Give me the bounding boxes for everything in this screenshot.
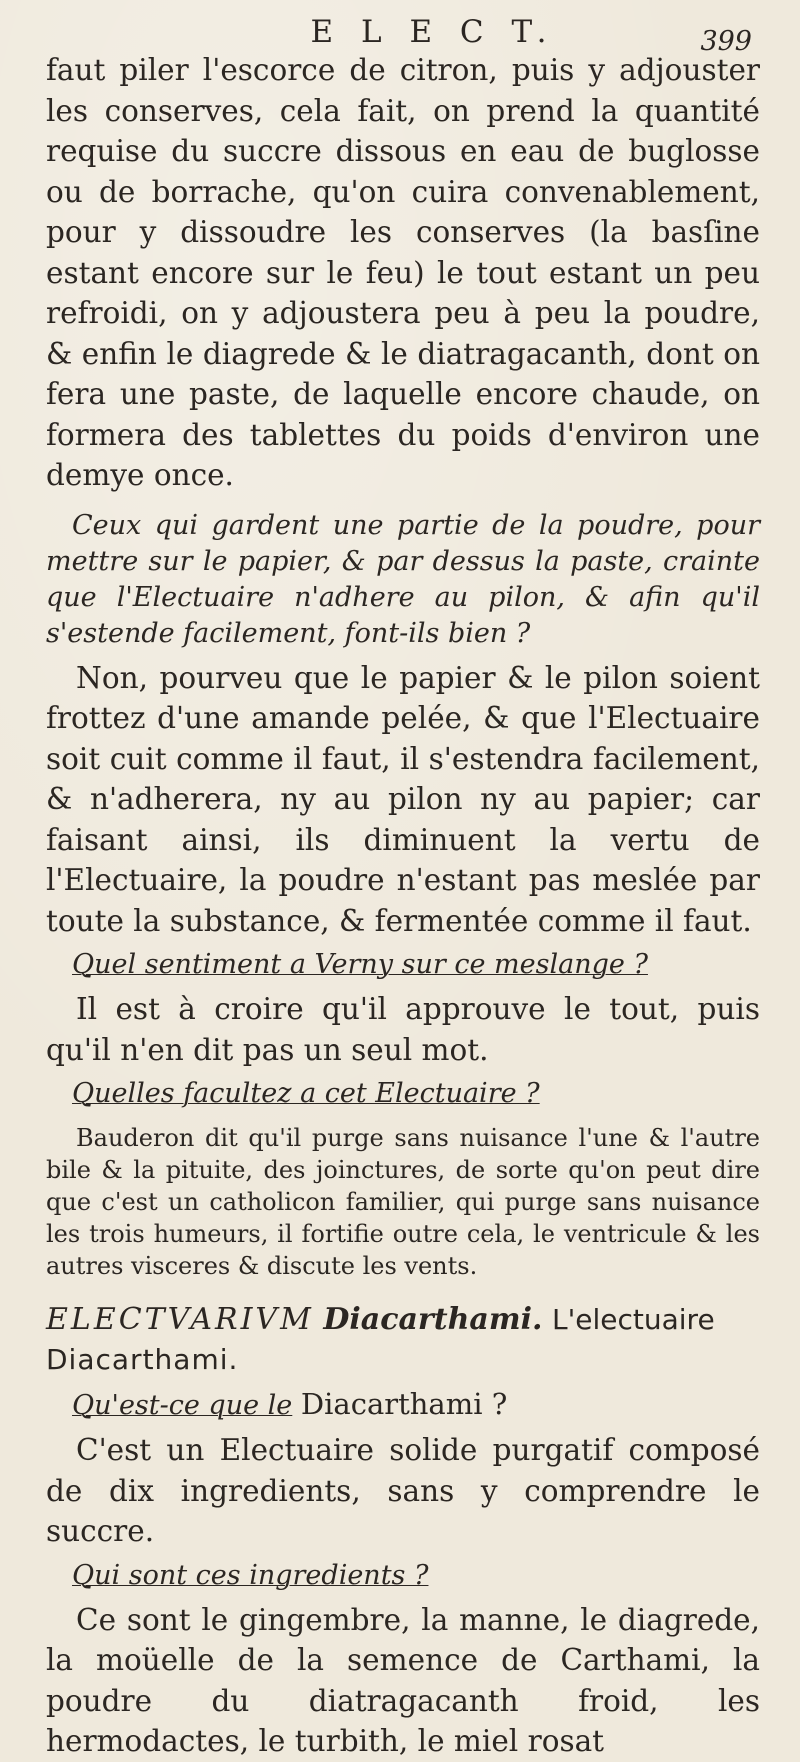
question-what-is bbox=[46, 1386, 760, 1424]
section-heading bbox=[46, 1300, 760, 1380]
question-ingredients bbox=[46, 1558, 760, 1594]
page-number: 399 bbox=[700, 26, 752, 57]
heading-latin-name: Diacarthami. bbox=[323, 1302, 543, 1337]
question-powder: Ceux qui gardent une partie de la poudre, pour mettre sur le papier, & par dessus la paste, crainte que l'Electuaire n'adhere au pilon, & afin qu'il s'estende facilement, font-ils bien ? bbox=[46, 509, 760, 649]
answer-ingredients: Ce sont le gingembre, la manne, le diagrede, la moüelle de la semence de Carthami, la poudre du diatragacanth froid, les hermodactes, le turbith, le miel rosat bbox=[46, 1602, 760, 1758]
answer-faculties: Bauderon dit qu'il purge sans nuisance l'une & l'autre bile & la pituite, des joinctures, de sorte qu'on peut dire que c'est un catholicon familier, qui purge sans nuisance les trois humeurs, il fortifie outre cela, le ventricule & les autres visceres & discute les vents. bbox=[46, 1124, 760, 1280]
question-faculties bbox=[46, 1076, 760, 1112]
question-what-is-text: Qu'est-ce que le bbox=[72, 1390, 293, 1421]
question-verny-text: Quel sentiment a Verny sur ce meslange ? bbox=[72, 949, 648, 980]
answer-powder: Non, pourveu que le papier & le pilon soient frottez d'une amande pelée, & que l'Electuaire soit cuit comme il faut, il s'estendra facilement, & n'adherera, ny au pilon ny au papier; car faisant ainsi, ils diminuent la vertu de l'Electuaire, la poudre n'estant pas meslée par toute la substance, & fermentée comme il faut. bbox=[46, 660, 760, 938]
question-verny bbox=[46, 947, 760, 983]
heading-french: L'electuaire bbox=[551, 1303, 715, 1336]
answer-what-is: C'est un Electuaire solide purgatif composé de dix ingredients, sans y comprendre le succre. bbox=[46, 1433, 760, 1548]
heading-french-name: Diacarthami. bbox=[46, 1343, 239, 1376]
answer-verny: Il est à croire qu'il approuve le tout, puis qu'il n'en dit pas un seul mot. bbox=[46, 992, 760, 1067]
paragraph-preparation: faut piler l'escorce de citron, puis y adjouster les conserves, cela fait, on prend la quantité requise du succre dissous en eau de buglosse ou de borrache, qu'on cuira convenablement, pour y dissoudre les conserves (la basſine estant encore sur le feu) le tout estant un peu refroidi, on y adjoustera peu à peu la poudre, & enfin le diagrede & le diatragacanth, dont on fera une paste, de laquelle encore chaude, on formera des tablettes du poids d'environ une demye once. bbox=[46, 53, 760, 492]
question-what-is-term: Diacarthami ? bbox=[300, 1387, 508, 1421]
question-ingredients-text: Qui sont ces ingredients ? bbox=[72, 1559, 429, 1591]
running-title: E L E C T. bbox=[310, 14, 556, 50]
running-head bbox=[46, 0, 760, 56]
question-faculties-text: Quelles facultez a cet Electuaire ? bbox=[72, 1078, 540, 1109]
heading-latin: ELECTVARIVM bbox=[46, 1302, 314, 1337]
